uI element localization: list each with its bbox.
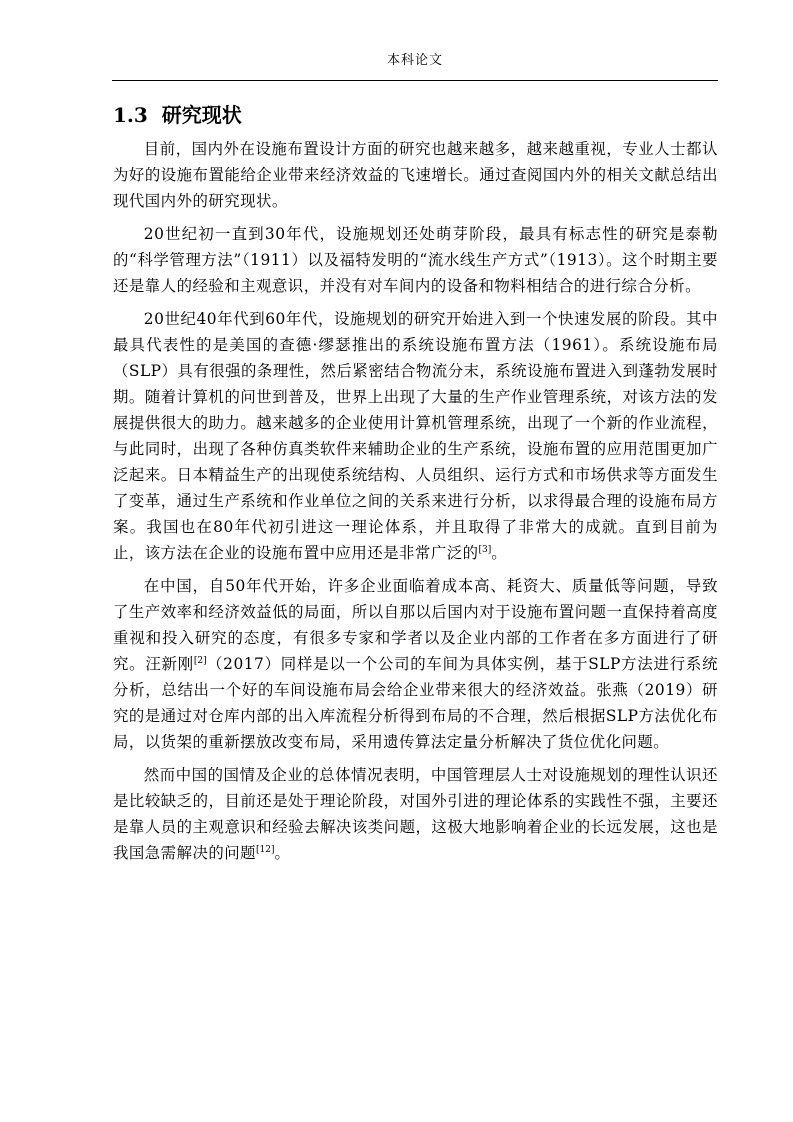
running-header: 本科论文 <box>386 53 443 68</box>
paragraph-text: 然而中国的国情及企业的总体情况表明，中国管理层人士对设施规划的理性认识还是比较缺乏的，目前还是处于理论阶段，对国外引进的理论体系的实践性不强，主要还是靠人员的主观意识和经验去解决该类问题，这极大地影响着企业的长远发展，这也是我国急需解决的问题 <box>113 766 718 862</box>
paragraph-text: 目前，国内外在设施布置设计方面的研究也越来越多，越来越重视，专业人士都认为好的设施布置能给企业带来经济效益的飞速增长。通过查阅国内外的相关文献总结出现代国内外的研究现状。 <box>113 140 718 210</box>
paragraph-china-research <box>113 573 718 755</box>
citation-ref: [12] <box>256 845 275 855</box>
paragraph-tail: 。 <box>274 844 291 862</box>
citation-ref: [2] <box>193 656 207 666</box>
section-title: 研究现状 <box>161 103 242 127</box>
paragraph-tail: （2017）同样是以一个公司的车间为具体实例，基于SLP方法进行系统分析，总结出一个好的车间设施布局会给企业带来很大的经济效益。张燕（2019）研究的是通过对仓库内部的出入库流程分析得到布局的不合理，然后根据SLP方法优化布局，以货架的重新摆放改变布局，采用遗传算法定量分析解决了货位优化问题。 <box>113 655 718 751</box>
paragraph-early-history <box>113 221 718 299</box>
citation-ref: [3] <box>478 545 492 555</box>
section-number: 1.3 <box>113 103 148 127</box>
paragraph-slp-development <box>113 306 718 566</box>
paragraph-text: 20世纪40年代到60年代，设施规划的研究开始进入到一个快速发展的阶段。其中最具代表性的是美国的查德·缪瑟推出的系统设施布置方法（1961）。系统设施布局（SLP）具有很强的条理性，然后紧密结合物流分末，系统设施布置进入到蓬勃发展时期。随着计算机的问世到普及，世界上出现了大量的生产作业管理系统，对该方法的发展提供很大的助力。越来越多的企业使用计算机管理系统，出现了一个新的作业流程，与此同时，出现了各种仿真类软件来辅助企业的生产系统，设施布置的应用范围更加广泛起来。日本精益生产的出现使系统结构、人员组织、运行方式和市场供求等方面发生了变革，通过生产系统和作业单位之间的关系来进行分析，以求得最合理的设施布局方案。我国也在80年代初引进这一理论体系，并且取得了非常大的成就。直到目前为止，该方法在企业的设施布置中应用还是非常广泛的 <box>113 310 718 562</box>
paragraph-text: 在中国，自50年代开始，许多企业面临着成本高、耗资大、质量低等问题，导致了生产效率和经济效益低的局面，所以自那以后国内对于设施布置问题一直保持着高度重视和投入研究的态度，有很多专家和学者以及企业内部的工作者在多方面进行了研究。汪新刚 <box>113 577 718 673</box>
section-heading <box>113 101 242 129</box>
body-text <box>113 136 718 866</box>
paragraph-intro <box>113 136 718 214</box>
paragraph-conclusion <box>113 762 718 866</box>
paragraph-text: 20世纪初一直到30年代，设施规划还处萌芽阶段，最具有标志性的研究是泰勒的“科学管理方法”（1911）以及福特发明的“流水线生产方式”（1913）。这个时期主要还是靠人的经验和主观意识，并没有对车间内的设备和物料相结合的进行综合分析。 <box>113 225 718 295</box>
header-rule <box>112 80 718 81</box>
paragraph-tail: 。 <box>491 544 508 562</box>
